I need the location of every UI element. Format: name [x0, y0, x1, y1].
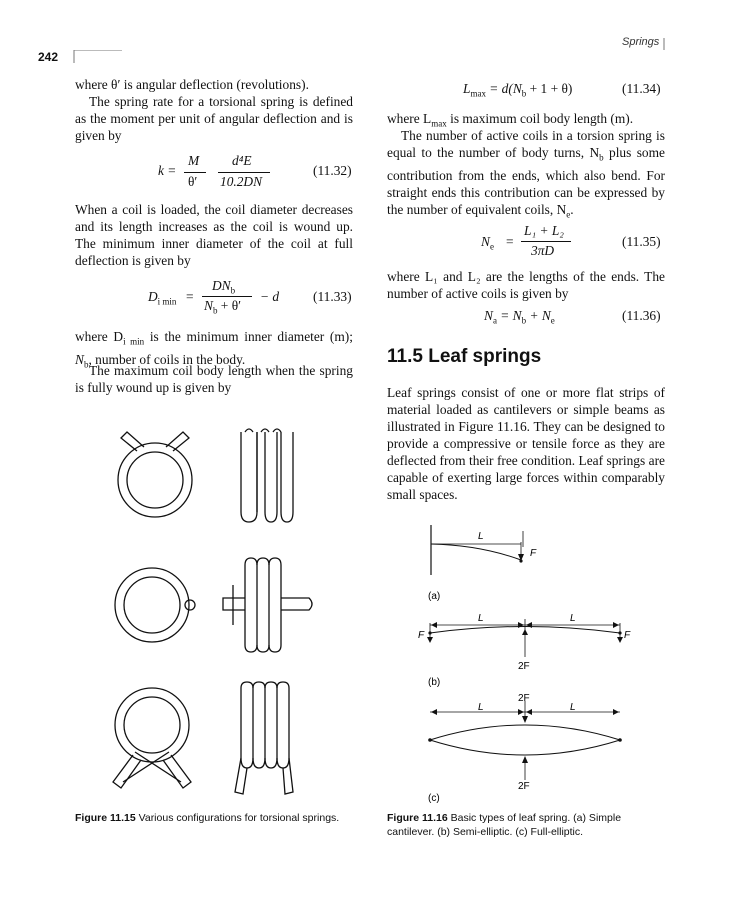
caption-figure-11-15: Figure 11.15 Various configurations for torsional springs. — [75, 812, 340, 824]
semi-elliptic-right-force: F — [624, 630, 631, 641]
torsion-spring-front-view-2 — [115, 568, 195, 642]
paragraph-max-coil-body-length: where $L_{max}$ is maximum coil body length (m). — [387, 111, 634, 129]
panel-a-label: (a) — [428, 591, 441, 602]
torsion-spring-side-view-1 — [241, 429, 293, 522]
caption-figure-11-16: Figure 11.16 Basic types of leaf spring. (a) Simple cantilever. (b) Semi-elliptic. (c) Full-elliptic. — [387, 812, 622, 838]
header-rule-left — [70, 50, 125, 64]
paragraph-angular-deflection: where θ′ is angular deflection (revolutions). — [75, 77, 309, 92]
leaf-spring-full-elliptic — [428, 693, 622, 804]
paragraph-min-inner-diameter: where $D_{i min}$ is the minimum inner diameter (m); $N_b$, number of coils in the body. — [75, 329, 353, 370]
torsion-spring-front-view-3 — [113, 688, 191, 788]
cantilever-force-label: F — [530, 548, 537, 559]
semi-elliptic-left-force: F — [418, 630, 425, 641]
paragraph-coil-loaded: When a coil is loaded, the coil diameter decreases and its length increases as the coil is wound up. The minimum inner diameter of the coil at full deflection is given by — [75, 202, 353, 268]
paragraph-spring-rate: The spring rate for a torsional spring is defined as the moment per unit of angular deflection and is given by — [75, 94, 353, 143]
paragraph-active-coils: The number of active coils in a torsion spring is equal to the number of body turns, $N_b$ plus some contribution from the ends, which also bend. For straight ends this contribution can be expressed by the number of equivalent coils, $N_e$. — [387, 128, 665, 220]
figure-11-15-torsional-springs — [95, 420, 345, 810]
section-heading-leaf-springs: 11.5 Leaf springs — [387, 346, 542, 367]
torsion-spring-front-view-1 — [118, 432, 192, 517]
semi-elliptic-center-force: 2F — [518, 661, 530, 672]
panel-c-label: (c) — [428, 793, 440, 804]
leaf-spring-semi-elliptic — [418, 613, 631, 688]
figure-11-16-leaf-springs — [410, 525, 640, 810]
full-elliptic-top-force: 2F — [518, 693, 530, 704]
full-elliptic-left-length: L — [478, 702, 484, 713]
full-elliptic-bottom-force: 2F — [518, 781, 530, 792]
header-rule-right — [655, 36, 669, 52]
full-elliptic-right-length: L — [570, 702, 576, 713]
paragraph-leaf-springs: Leaf springs consist of one or more flat strips of material loaded as cantilevers or simple beams as illustrated in Figure 11.16. They can be designed to provide a compressive or tensile force as they are deflected from their free condition. Leaf springs are capable of exerting large forces within comparably small spaces. — [387, 385, 665, 502]
torsion-spring-side-view-2 — [223, 558, 312, 652]
running-head: Springs — [622, 36, 660, 48]
semi-elliptic-right-length: L — [570, 613, 576, 624]
paragraph-end-lengths: where L₁ and L₂ are the lengths of the ends. The number of active coils is given by — [387, 269, 665, 301]
page-number: 242 — [38, 50, 59, 64]
torsion-spring-side-view-3 — [235, 682, 293, 794]
leaf-spring-cantilever — [428, 525, 537, 602]
cantilever-length-label: L — [478, 531, 484, 542]
semi-elliptic-left-length: L — [478, 613, 484, 624]
panel-b-label: (b) — [428, 677, 441, 688]
paragraph-max-coil-length: The maximum coil body length when the spring is fully wound up is given by — [75, 363, 353, 395]
